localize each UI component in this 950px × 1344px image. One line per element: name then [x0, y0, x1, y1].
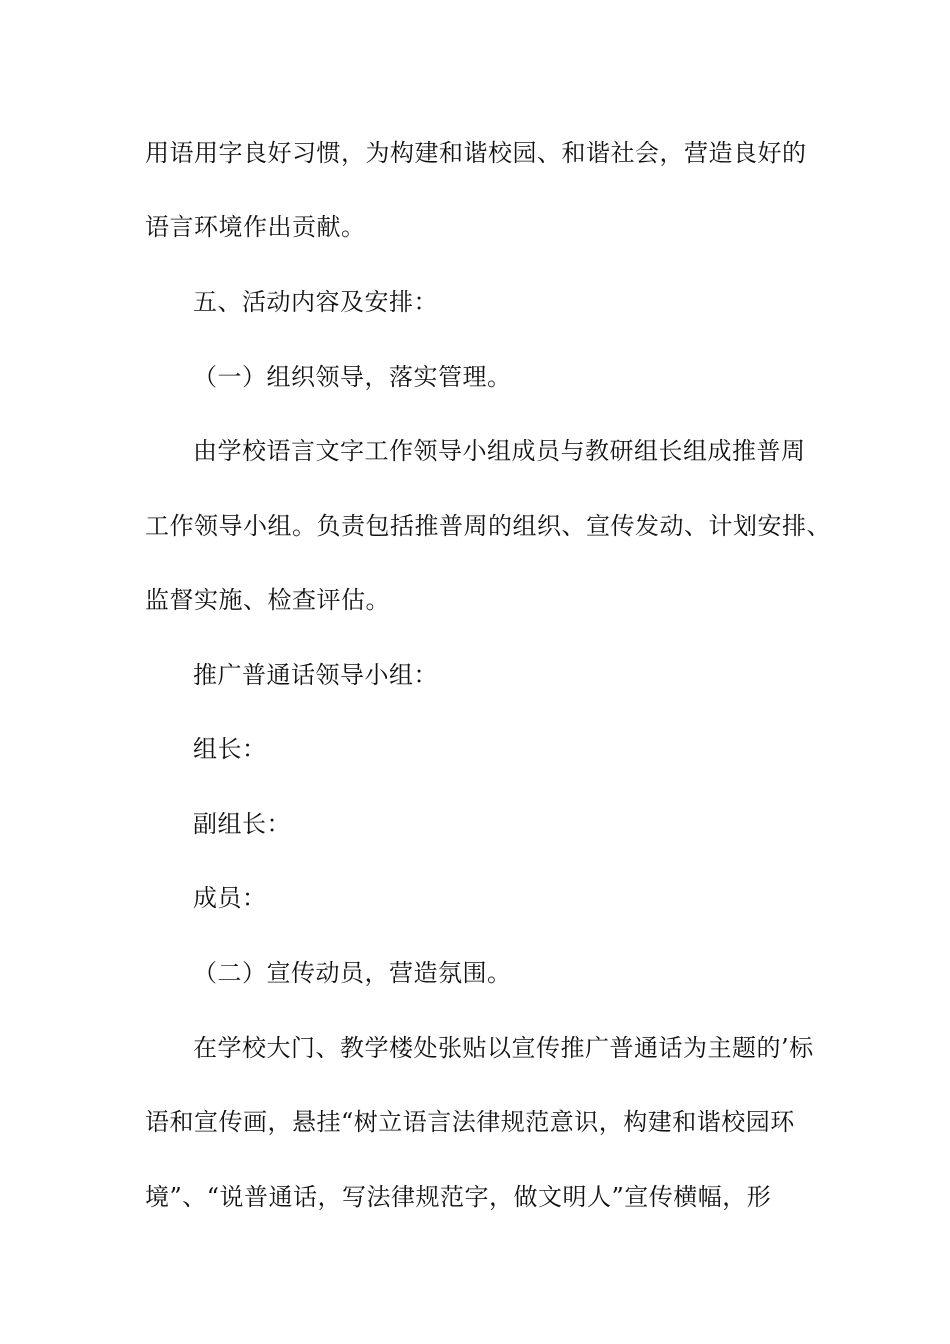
text-line: 语言环境作出贡献。 — [145, 213, 366, 241]
text-line: 在学校大门、教学楼处张贴以宣传推广普通话为主题的’标 — [193, 1034, 814, 1062]
subsection-heading: （二）宣传动员，营造氛围。 — [193, 959, 512, 987]
text-line: 工作领导小组。负责包括推普周的组织、宣传发动、计划安排、 — [145, 512, 831, 540]
group-leader-label: 组长： — [193, 735, 267, 763]
group-deputy-label: 副组长： — [193, 810, 291, 838]
group-title: 推广普通话领导小组： — [193, 661, 438, 689]
text-line: 用语用字良好习惯，为构建和谐校园、和谐社会，营造良好的 — [145, 139, 807, 167]
text-line: 境”、“说普通话，写法律规范字，做文明人”宣传横幅，形 — [145, 1183, 772, 1211]
subsection-heading: （一）组织领导，落实管理。 — [193, 363, 512, 391]
text-line: 语和宣传画，悬挂“树立语言法律规范意识，构建和谐校园环 — [145, 1108, 795, 1136]
group-members-label: 成员： — [193, 884, 267, 912]
text-line: 由学校语言文字工作领导小组成员与教研组长组成推普周 — [193, 437, 806, 465]
section-heading: 五、活动内容及安排： — [193, 288, 438, 316]
text-line: 监督实施、检查评估。 — [145, 586, 390, 614]
